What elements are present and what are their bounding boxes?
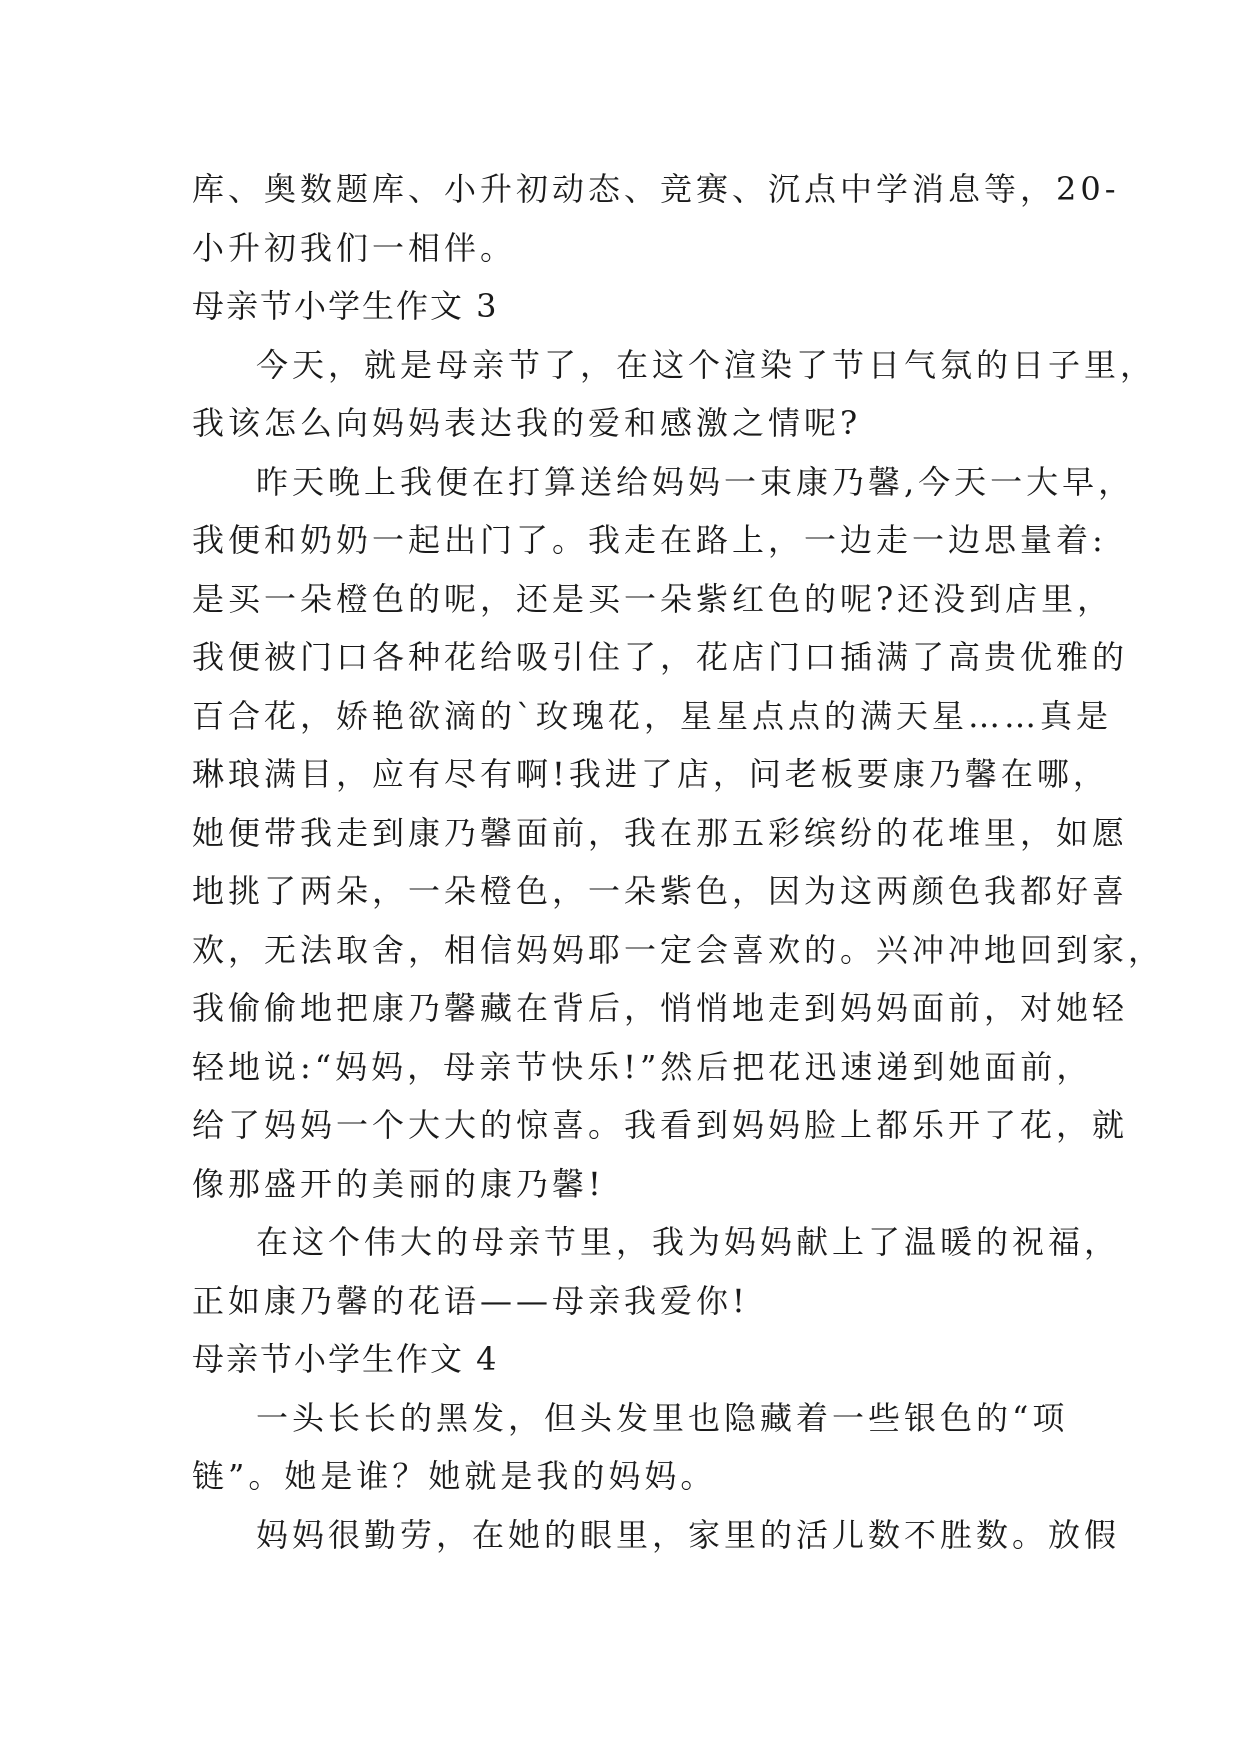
document-body bbox=[192, 160, 1165, 1564]
text-line: 在这个伟大的母亲节里，我为妈妈献上了温暖的祝福， bbox=[256, 1223, 1121, 1261]
text-line: 今天，就是母亲节了，在这个渲染了节日气氛的日子里， bbox=[256, 345, 1157, 384]
text-line: 轻地说:“妈妈，母亲节快乐!”然后把花迅速递到她面前， bbox=[192, 1047, 1093, 1086]
text-line: 是买一朵橙色的呢，还是买一朵紫红色的呢?还没到店里， bbox=[192, 579, 1114, 618]
text-line: 小升初我们一相伴。 bbox=[192, 228, 517, 267]
text-line: 欢，无法取舍，相信妈妈耶一定会喜欢的。兴冲冲地回到家， bbox=[192, 930, 1165, 969]
text-line: 琳琅满目，应有尽有啊!我进了店，问老板要康乃馨在哪， bbox=[192, 755, 1109, 793]
text-line: 我便和奶奶一起出门了。我走在路上，一边走一边思量着: bbox=[192, 521, 1107, 559]
section-heading: 母亲节小学生作文 3 bbox=[192, 287, 499, 325]
text-line: 一头长长的黑发，但头发里也隐藏着一些银色的“项 bbox=[256, 1398, 1069, 1437]
section-heading: 母亲节小学生作文 4 bbox=[192, 1340, 499, 1378]
text-line: 正如康乃馨的花语——母亲我爱你! bbox=[192, 1281, 749, 1320]
text-line: 我该怎么向妈妈表达我的爱和感激之情呢? bbox=[192, 404, 862, 442]
text-line: 像那盛开的美丽的康乃馨! bbox=[192, 1164, 605, 1203]
text-line: 我偷偷地把康乃馨藏在背后，悄悄地走到妈妈面前，对她轻 bbox=[192, 989, 1129, 1027]
text-line: 给了妈妈一个大大的惊喜。我看到妈妈脸上都乐开了花，就 bbox=[192, 1106, 1129, 1144]
text-line: 链”。她是谁？她就是我的妈妈。 bbox=[192, 1457, 717, 1495]
text-line: 我便被门口各种花给吸引住了，花店门口插满了高贵优雅的 bbox=[192, 638, 1129, 676]
text-line: 库、奥数题库、小升初动态、竞赛、沉点中学消息等，20- bbox=[192, 170, 1120, 208]
text-line: 妈妈很勤劳，在她的眼里，家里的活儿数不胜数。放假 bbox=[256, 1515, 1121, 1554]
text-line: 地挑了两朵，一朵橙色，一朵紫色，因为这两颜色我都好喜 bbox=[192, 872, 1129, 910]
text-line: 百合花，娇艳欲滴的`玫瑰花，星星点点的满天星……真是 bbox=[192, 696, 1113, 735]
text-line: 她便带我走到康乃馨面前，我在那五彩缤纷的花堆里，如愿 bbox=[192, 813, 1129, 852]
text-line: 昨天晚上我便在打算送给妈妈一束康乃馨,今天一大早， bbox=[256, 462, 1135, 501]
